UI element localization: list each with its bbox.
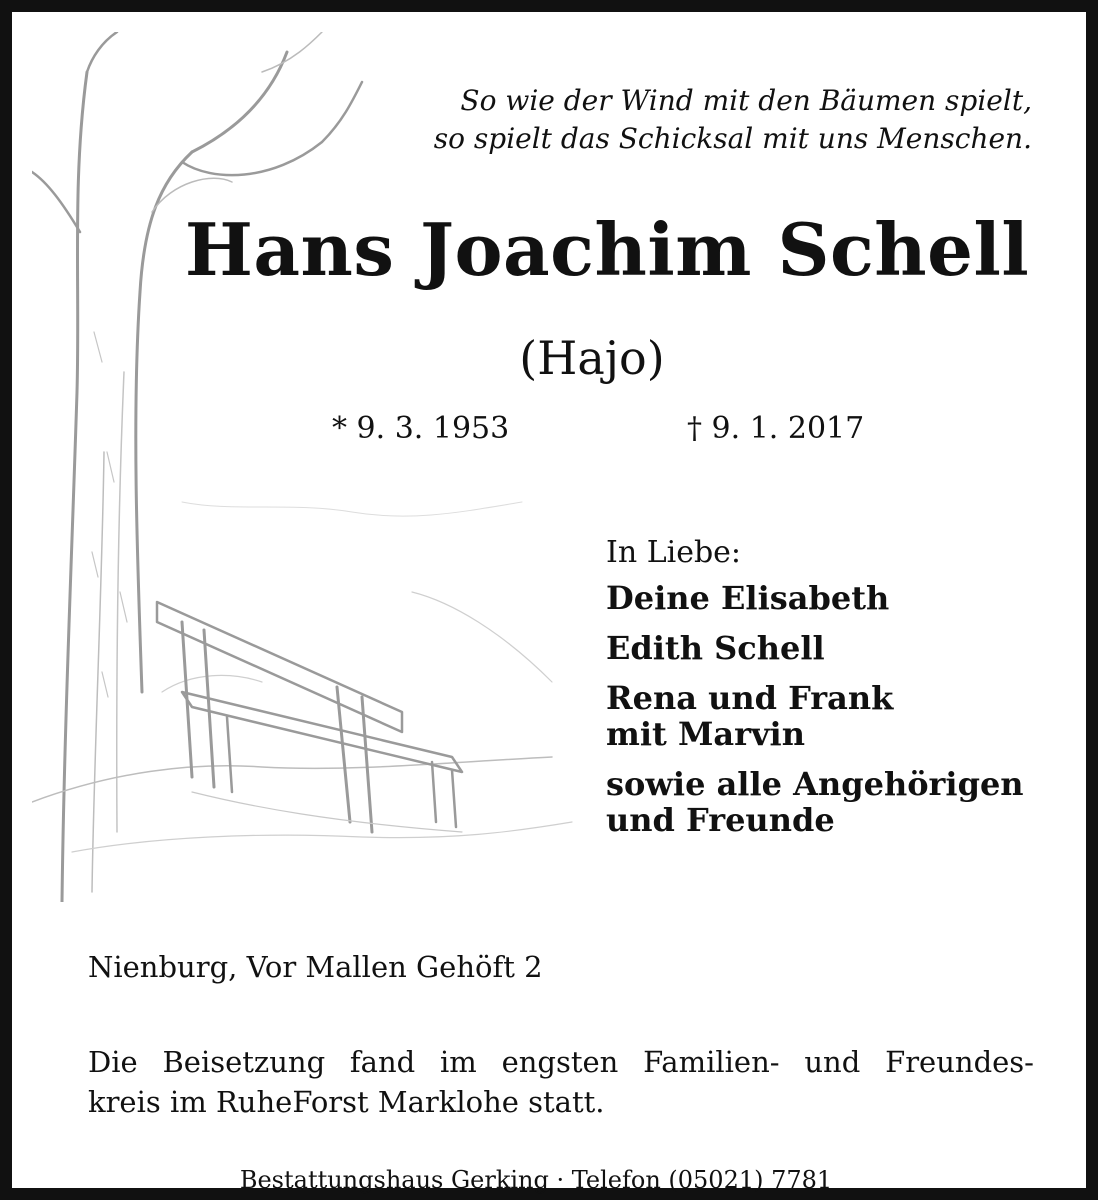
funeral-home-contact: Bestattungshaus Gerking · Telefon (05021) 7781 <box>239 1166 833 1194</box>
mourner-entry <box>606 630 1086 666</box>
birth-date: * 9. 3. 1953 <box>332 411 510 446</box>
footer-rule <box>840 1188 886 1192</box>
mourner-entry <box>606 766 1086 838</box>
mourner-entry <box>606 680 1086 752</box>
mourners-intro: In Liebe: <box>606 535 742 570</box>
mourner-line: Edith Schell <box>606 629 825 667</box>
address: Nienburg, Vor Mallen Gehöft 2 <box>88 950 543 984</box>
footer <box>36 1160 1062 1200</box>
tree-and-bench-sketch <box>32 32 592 902</box>
death-date: † 9. 1. 2017 <box>687 411 865 446</box>
deceased-nickname: (Hajo) <box>519 331 665 385</box>
motto-quote <box>332 82 1032 158</box>
deceased-name: Hans Joachim Schell <box>184 207 1030 292</box>
footer-rule <box>186 1188 232 1192</box>
mourner-line: und Freunde <box>606 801 835 839</box>
burial-notice <box>88 1042 1034 1122</box>
mourner-line: sowie alle Angehörigen <box>606 765 1024 803</box>
notice-line: kreis im RuheForst Marklohe statt. <box>88 1085 605 1119</box>
mourners-list <box>606 532 1086 852</box>
mourner-entry <box>606 580 1086 616</box>
mourner-line: mit Marvin <box>606 715 805 753</box>
motto-line: So wie der Wind mit den Bäumen spielt, <box>460 84 1032 117</box>
mourner-line: Deine Elisabeth <box>606 579 890 617</box>
mourner-line: Rena und Frank <box>606 679 894 717</box>
motto-line: so spielt das Schicksal mit uns Menschen. <box>433 122 1032 155</box>
notice-line: Die Beisetzung fand im engsten Familien- und Freundes- <box>88 1045 1034 1079</box>
